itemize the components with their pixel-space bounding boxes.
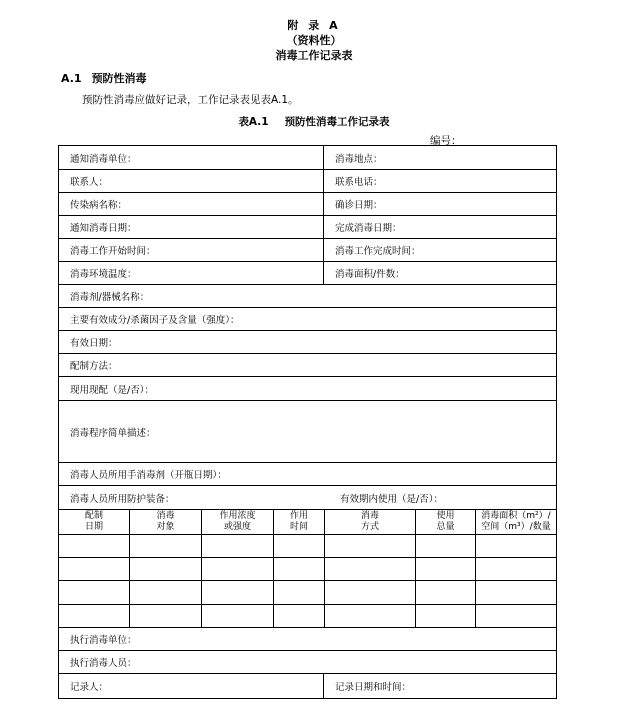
disinfection-location-field[interactable]: 消毒地点： <box>323 146 556 169</box>
section-title: 预防性消毒 <box>91 72 147 85</box>
appendix-heading: 附 录 A <box>287 19 341 32</box>
form-row <box>59 239 556 262</box>
grid-entry-cell[interactable] <box>59 534 130 557</box>
executing-unit-field[interactable]: 执行消毒单位： <box>70 635 137 646</box>
grid-entry-cell[interactable] <box>130 604 202 628</box>
diagnosis-date-field[interactable]: 确诊日期： <box>323 193 556 215</box>
form-row <box>59 146 556 170</box>
form-row <box>59 262 556 285</box>
grid-entry-cell[interactable] <box>202 580 274 604</box>
form-row <box>59 170 556 193</box>
procedure-description-field[interactable]: 消毒程序简单描述： <box>70 427 156 439</box>
within-validity-field[interactable]: 有效期内使用（是/否）： <box>340 493 443 505</box>
expiry-date-field[interactable]: 有效日期： <box>70 338 118 349</box>
form-row <box>59 377 556 401</box>
grid-header-target: 消毒 对象 <box>130 510 202 534</box>
hand-sanitizer-field[interactable]: 消毒人员所用手消毒剂（开瓶日期）： <box>70 470 227 481</box>
finish-time-field[interactable]: 消毒工作完成时间： <box>323 239 556 261</box>
disease-name-field[interactable]: 传染病名称： <box>70 200 128 211</box>
grid-header-concentration: 作用浓度 或强度 <box>202 510 274 534</box>
grid-entry-cell[interactable] <box>274 604 325 628</box>
grid-header-method: 消毒 方式 <box>325 510 416 534</box>
grid-entry-cell[interactable] <box>274 557 325 580</box>
preparation-method-field[interactable]: 配制方法： <box>70 361 118 372</box>
form-row <box>59 308 556 331</box>
grid-entry-cell[interactable] <box>325 604 416 628</box>
form-row <box>59 486 556 510</box>
grid-entry-cell[interactable] <box>325 580 416 604</box>
serial-number-label: 编号： <box>430 135 462 147</box>
grid-entry-cell[interactable] <box>274 580 325 604</box>
form-row <box>59 285 556 308</box>
protective-equipment-field[interactable]: 消毒人员所用防护装备： <box>70 493 175 505</box>
grid-entry-cell[interactable] <box>59 557 130 580</box>
grid-entry-cell[interactable] <box>202 604 274 628</box>
form-row <box>59 354 556 377</box>
grid-entry-cell[interactable] <box>416 534 476 557</box>
grid-entry-cell[interactable] <box>476 604 556 628</box>
contact-phone-field[interactable]: 联系电话： <box>323 170 556 192</box>
grid-entry-cell[interactable] <box>274 534 325 557</box>
form-row <box>59 216 556 239</box>
grid-entry-cell[interactable] <box>476 580 556 604</box>
form-row <box>59 193 556 216</box>
grid-entry-cell[interactable] <box>130 557 202 580</box>
form-row <box>59 401 556 463</box>
table-caption <box>0 114 628 129</box>
grid-entry-cell[interactable] <box>476 557 556 580</box>
area-count-field[interactable]: 消毒面积/件数： <box>323 262 556 284</box>
completion-date-field[interactable]: 完成消毒日期： <box>323 216 556 238</box>
grid-entry-cell[interactable] <box>59 604 130 628</box>
table-number: 表A.1 <box>238 116 269 128</box>
appendix-nature: （资料性） <box>286 34 342 47</box>
grid-entry-cell[interactable] <box>416 604 476 628</box>
grid-header-prep-date: 配制 日期 <box>59 510 130 534</box>
recorder-field[interactable]: 记录人： <box>70 682 109 693</box>
environment-temperature-field[interactable]: 消毒环境温度： <box>70 269 137 280</box>
fresh-prepared-field[interactable]: 现用现配（是/否）： <box>70 384 154 396</box>
section-heading <box>61 70 147 86</box>
active-ingredient-field[interactable]: 主要有效成分/杀菌因子及含量（强度）： <box>70 315 240 326</box>
executing-staff-field[interactable]: 执行消毒人员： <box>70 658 137 669</box>
grid-header-area: 消毒面积（m²）/ 空间（m³）/数量 <box>481 511 551 532</box>
grid-entry-cell[interactable] <box>130 580 202 604</box>
form-row <box>59 651 556 674</box>
form-row <box>59 674 556 698</box>
grid-entry-cell[interactable] <box>325 534 416 557</box>
contact-person-field[interactable]: 联系人： <box>70 177 109 188</box>
section-intro: 预防性消毒应做好记录，工作记录表见表A.1。 <box>82 94 299 106</box>
detail-grid <box>59 510 556 628</box>
notification-date-field[interactable]: 通知消毒日期： <box>70 223 137 234</box>
grid-entry-cell[interactable] <box>202 534 274 557</box>
grid-entry-cell[interactable] <box>476 534 556 557</box>
grid-header-amount: 使用 总量 <box>416 510 476 534</box>
notifying-unit-field[interactable]: 通知消毒单位： <box>70 153 137 165</box>
appendix-title: 消毒工作记录表 <box>275 49 353 62</box>
record-form <box>58 145 557 699</box>
grid-entry-cell[interactable] <box>325 557 416 580</box>
grid-entry-cell[interactable] <box>202 557 274 580</box>
grid-entry-cell[interactable] <box>416 580 476 604</box>
table-title: 预防性消毒工作记录表 <box>284 116 390 128</box>
grid-header-duration: 作用 时间 <box>274 510 325 534</box>
start-time-field[interactable]: 消毒工作开始时间： <box>70 246 156 257</box>
grid-entry-cell[interactable] <box>416 557 476 580</box>
record-datetime-field[interactable]: 记录日期和时间： <box>323 674 556 698</box>
grid-entry-cell[interactable] <box>59 580 130 604</box>
section-number: A.1 <box>61 72 82 85</box>
form-row <box>59 463 556 486</box>
form-row <box>59 628 556 651</box>
grid-entry-cell[interactable] <box>130 534 202 557</box>
form-row <box>59 331 556 354</box>
disinfectant-name-field[interactable]: 消毒剂/器械名称： <box>70 292 150 303</box>
